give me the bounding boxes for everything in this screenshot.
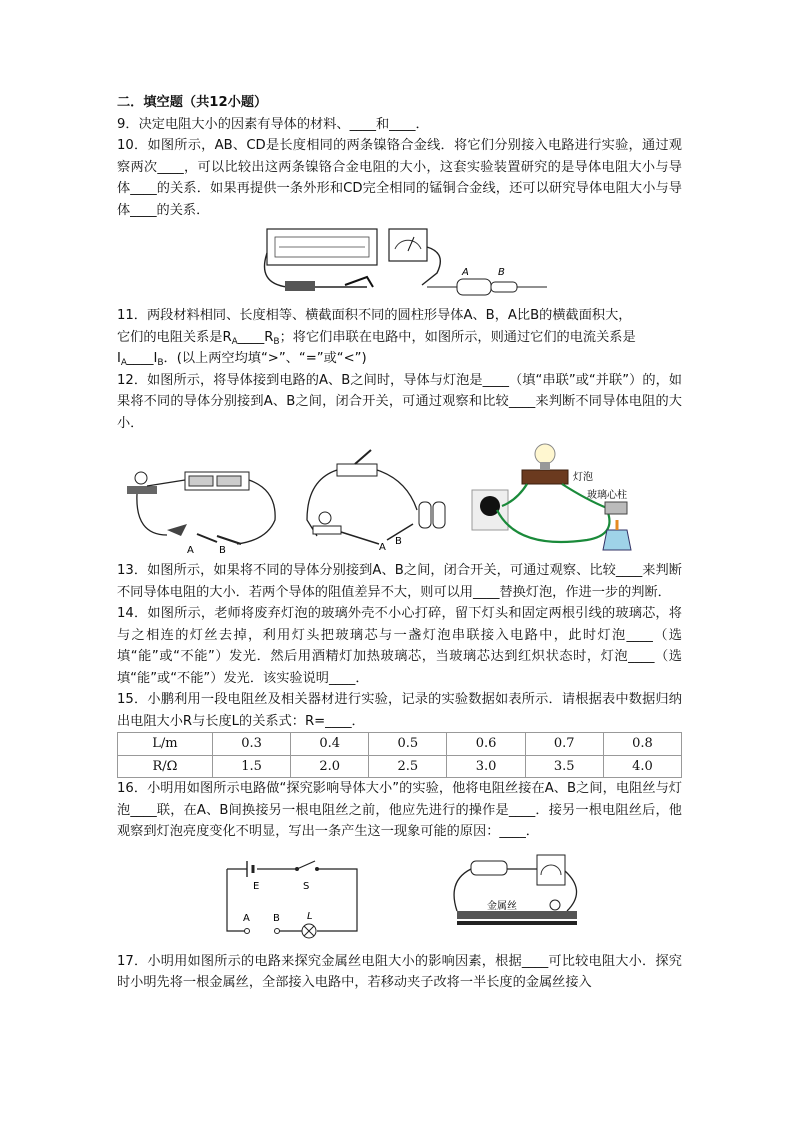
table-cell: 0.8 <box>603 733 681 756</box>
table-cell: 2.5 <box>369 755 447 778</box>
question-13: 13．如图所示，如果将不同的导体分别接到A、B之间，闭合开关，可通过观察、比较____来判断不同导体电阻的大小．若两个导体的阻值差异不大，则可以用____替换灯泡，作进一步的判断． <box>117 563 682 600</box>
subscript: A <box>231 336 238 347</box>
table-cell: 2.0 <box>291 755 369 778</box>
question-17: 17．小明用如图所示的电路来探究金属丝电阻大小的影响因素，根据____可比较电阻大小．探究时小明先将一根金属丝，全部接入电路中，若移动夹子改将一半长度的金属丝接入 <box>117 953 682 990</box>
table-row <box>118 755 682 778</box>
label-b: B <box>498 267 505 278</box>
table-row <box>118 733 682 756</box>
label-a: A <box>462 267 469 278</box>
table-cell: 0.5 <box>369 733 447 756</box>
question-16: 16．小明用如图所示电路做“探究影响导体大小”的实验，他将电阻丝接在A、B之间，电阻丝与灯泡____联，在A、B间换接另一根电阻丝之前，他应先进行的操作是____．接另一根电阻丝后，他观察到灯泡亮度变化不明显，写出一条产生这一现象可能的原因：____． <box>117 781 682 839</box>
figure-q16 <box>117 851 682 949</box>
circuit-photos <box>117 440 682 558</box>
label-b: B <box>273 912 280 924</box>
label-e: E <box>253 880 260 892</box>
label-a: A <box>379 542 386 553</box>
label-s: S <box>303 880 310 892</box>
question-11-line3 <box>117 348 682 370</box>
table-cell: R/Ω <box>118 755 213 778</box>
table-cell: L/m <box>118 733 213 756</box>
question-15: 15．小鹏利用一段电阻丝及相关器材进行实验，记录的实验数据如表所示．请根据表中数据归纳出电阻大小R与长度L的关系式：R=____． <box>117 692 682 729</box>
text: 它们的电阻关系是R <box>117 329 232 345</box>
question-11-line1: 11．两段材料相同、长度相等、横截面积不同的圆柱形导体A、B，A比B的横截面积大， <box>117 308 632 323</box>
label-metal-wire: 金属丝 <box>487 900 517 912</box>
text: ____I <box>127 351 158 366</box>
table-cell: 0.4 <box>291 733 369 756</box>
question-12: 12．如图所示，将导体接到电路的A、B之间时，导体与灯泡是____（填“串联”或“并联”）的，如果将不同的导体分别接到A、B之间，闭合开关，可通过观察和比较____来判断不同导体电阻的大小． <box>117 372 682 431</box>
subscript: A <box>120 358 128 368</box>
table-cell: 3.5 <box>525 755 603 778</box>
document-page <box>117 92 682 994</box>
question-11-line2 <box>117 327 682 349</box>
figure-q12-q14 <box>117 440 682 558</box>
subscript: B <box>273 336 280 347</box>
text: I <box>117 351 121 366</box>
table-cell: 1.5 <box>212 755 290 778</box>
circuit-board-diagram <box>117 223 682 303</box>
label-glass-core: 玻璃心柱 <box>587 490 627 501</box>
circuit-diagram-q16 <box>117 851 682 949</box>
label-b: B <box>219 545 226 556</box>
table-cell: 0.6 <box>447 733 525 756</box>
label-l: L <box>307 910 313 922</box>
table-cell: 0.7 <box>525 733 603 756</box>
data-table <box>117 732 682 778</box>
table-cell: 3.0 <box>447 755 525 778</box>
question-14: 14．如图所示，老师将废弃灯泡的玻璃外壳不小心打碎，留下灯头和固定两根引线的玻璃芯，将与之相连的灯丝去掉，利用灯头把玻璃芯与一盏灯泡串联接入电路中，此时灯泡____（选填“能”或“不能”）发光．然后用酒精灯加热玻璃芯，当玻璃芯达到红炽状态时，灯泡____（选填“能”或“不能”）发光．该实验说明____． <box>117 606 682 686</box>
question-10: 10．如图所示，AB、CD是长度相同的两条镍铬合金线．将它们分别接入电路进行实验，通过观察两次____，可以比较出这两条镍铬合金电阻的大小，这套实验装置研究的是导体电阻大小与导体____的关系．如果再提供一条外形和CD完全相同的锰铜合金线，还可以研究导体电阻大小与导体____的关系． <box>117 138 682 218</box>
question-9: 9．决定电阻大小的因素有导体的材料、____和____． <box>117 116 429 132</box>
label-lamp: 灯泡 <box>573 472 593 483</box>
text: ____R <box>237 329 274 345</box>
figure-q10-q11 <box>117 223 682 303</box>
text: ．(以上两空均填“>”、“=”或“<”) <box>163 351 367 366</box>
section-heading: 二．填空题（共12小题） <box>117 95 268 110</box>
label-a: A <box>187 545 194 556</box>
label-b: B <box>395 536 402 547</box>
table-cell: 0.3 <box>212 733 290 756</box>
text: ；将它们串联在电路中，如图所示，则通过它们的电流关系是 <box>279 329 636 345</box>
subscript: B <box>157 358 164 368</box>
label-a: A <box>243 912 250 924</box>
table-cell: 4.0 <box>603 755 681 778</box>
